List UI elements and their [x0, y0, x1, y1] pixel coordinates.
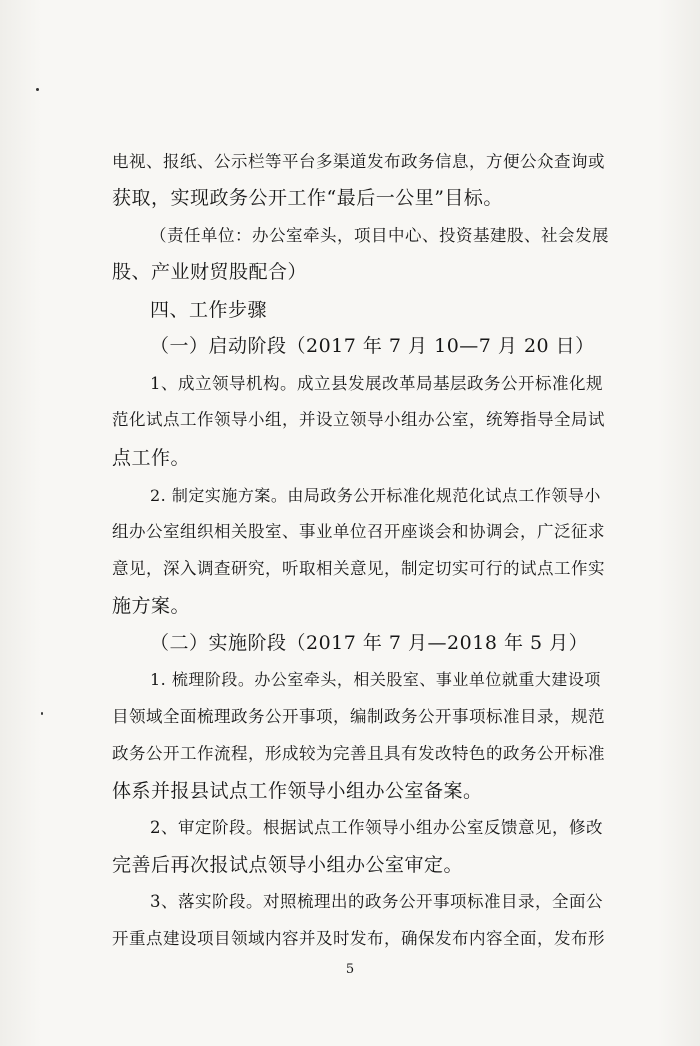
section-heading: 四、工作步骤 [150, 299, 268, 321]
text-line: 1、成立领导机构。成立县发展改革局基层政务公开标准化规 [150, 374, 603, 393]
text-line: 开重点建设项目领域内容并及时发布，确保发布内容全面，发布形 [112, 929, 605, 948]
text-line: 3、落实阶段。对照梳理出的政务公开事项标准目录，全面公 [150, 892, 603, 911]
page-number: 5 [345, 962, 355, 977]
text-line: 股、产业财贸股配合） [112, 261, 308, 283]
text-line: 1. 梳理阶段。办公室牵头，相关股室、事业单位就重大建设项 [150, 670, 601, 689]
text-line: 点工作。 [112, 447, 191, 469]
text-line: 电视、报纸、公示栏等平台多渠道发布政务信息，方便公众查询或 [112, 152, 605, 171]
text-line: 意见，深入调查研究，听取相关意见，制定切实可行的试点工作实 [112, 559, 605, 578]
text-line: 目领域全面梳理政务公开事项，编制政务公开事项标准目录，规范 [112, 707, 605, 726]
subsection-heading: （二）实施阶段（2017 年 7 月—2018 年 5 月） [150, 632, 589, 654]
text-line: （责任单位：办公室牵头，项目中心、投资基建股、社会发展 [150, 226, 609, 245]
text-line: 完善后再次报试点领导小组办公室审定。 [112, 854, 464, 876]
text-line: 政务公开工作流程，形成较为完善且具有发改特色的政务公开标准 [112, 744, 605, 763]
text-line: 范化试点工作领导小组，并设立领导小组办公室，统筹指导全局试 [112, 410, 605, 429]
subsection-heading: （一）启动阶段（2017 年 7 月 10—7 月 20 日） [150, 335, 595, 357]
scan-speck [36, 88, 39, 91]
text-line: 施方案。 [112, 595, 191, 617]
text-line: 获取，实现政务公开工作“最后一公里”目标。 [112, 187, 503, 209]
text-line: 组办公室组织相关股室、事业单位召开座谈会和协调会，广泛征求 [112, 522, 605, 541]
text-line: 体系并报县试点工作领导小组办公室备案。 [112, 780, 483, 802]
scan-speck [41, 712, 43, 715]
text-line: 2、审定阶段。根据试点工作领导小组办公室反馈意见，修改 [150, 818, 603, 837]
text-line: 2. 制定实施方案。由局政务公开标准化规范化试点工作领导小 [150, 486, 601, 505]
